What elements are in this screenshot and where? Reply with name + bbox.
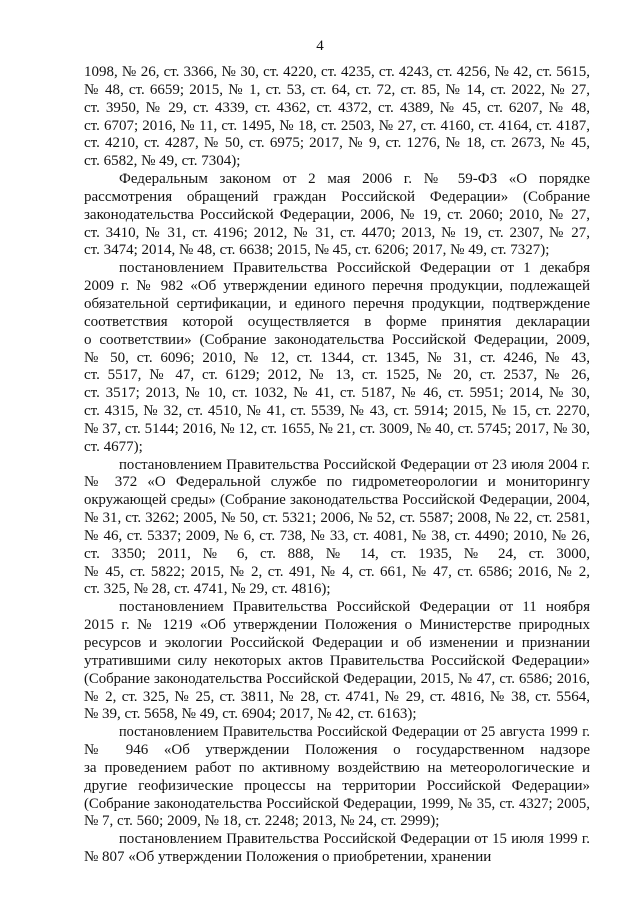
paragraph [84, 724, 590, 831]
text-line: № 50, ст. 6096; 2010, № 12, ст. 1344, ст. 1345, № 31, ст. 4246, № 43, [84, 349, 590, 366]
page-number: 4 [316, 38, 324, 54]
text-line: 1098, № 26, ст. 3366, № 30, ст. 4220, ст. 4235, ст. 4243, ст. 4256, № 42, ст. 5615, [84, 64, 590, 80]
text-line: обязательной сертификации, и единого перечня продукции, подтверждение [84, 295, 590, 312]
paragraph [84, 260, 590, 456]
text-line: законодательства Российской Федерации, 2006, № 19, ст. 2060; 2010, № 27, [84, 206, 590, 223]
text-line: (Собрание законодательства Российской Федерации, 1999, № 35, ст. 4327; 2005, [84, 795, 590, 812]
text-line: № 2, ст. 325, № 25, ст. 3811, № 28, ст. 4741, № 29, ст. 4816, № 38, ст. 5564, [84, 688, 590, 705]
text-line: постановлением Правительства Российской Федерации от 11 ноября [119, 599, 590, 616]
text-line: № 48, ст. 6659; 2015, № 1, ст. 53, ст. 64, ст. 72, ст. 85, № 14, ст. 2022, № 27, [84, 81, 590, 98]
text-line: постановлением Правительства Российской Федерации от 1 декабря [119, 260, 590, 277]
text-line: за проведением работ по активному воздействию на метеорологические и [84, 759, 590, 776]
paragraph [84, 64, 590, 171]
text-line: ст. 3517; 2013, № 10, ст. 1032, № 41, ст. 5187, № 46, ст. 5951; 2014, № 30, [84, 385, 590, 402]
text-line: ст. 6707; 2016, № 11, ст. 1495, № 18, ст. 2503, № 27, ст. 4160, ст. 4164, ст. 4187, [84, 117, 590, 134]
paragraph [84, 599, 590, 724]
text-line: Федеральным законом от 2 мая 2006 г. № 59-ФЗ «О порядке [119, 171, 590, 188]
text-line: № 807 «Об утверждении Положения о приобретении, хранении [84, 849, 492, 866]
text-line: о соответствии» (Собрание законодательства Российской Федерации, 2009, [84, 331, 590, 348]
text-line: ст. 325, № 28, ст. 4741, № 29, ст. 4816); [84, 581, 331, 598]
text-line: ст. 4210, ст. 4287, № 50, ст. 6975; 2017, № 9, ст. 1276, № 18, ст. 2673, № 45, [84, 135, 590, 152]
text-line: № 946 «Об утверждении Положения о государственном надзоре [84, 742, 590, 759]
text-line: ст. 5517, № 47, ст. 6129; 2012, № 13, ст. 1525, № 20, ст. 2537, № 26, [84, 367, 590, 384]
text-line: № 7, ст. 560; 2009, № 18, ст. 2248; 2013, № 24, ст. 2999); [84, 813, 440, 830]
text-line: постановлением Правительства Российской Федерации от 23 июля 2004 г. [119, 456, 590, 473]
text-line: ст. 3950, № 29, ст. 4339, ст. 4362, ст. 4372, ст. 4389, № 45, ст. 6207, № 48, [84, 99, 590, 116]
text-line: ст. 3350; 2011, № 6, ст. 888, № 14, ст. 1935, № 24, ст. 3000, [84, 545, 590, 562]
text-line: 2009 г. № 982 «Об утверждении единого перечня продукции, подлежащей [84, 278, 590, 295]
text-line: ресурсов и экологии Российской Федерации и об изменении и признании [84, 635, 590, 651]
text-line: окружающей среды» (Собрание законодательства Российской Федерации, 2004, [84, 492, 590, 509]
text-line: постановлением Правительства Российской Федерации от 15 июля 1999 г. [119, 831, 590, 848]
text-line: рассмотрения обращений граждан Российской Федерации» (Собрание [84, 188, 590, 205]
text-line: № 31, ст. 3262; 2005, № 50, ст. 5321; 2006, № 52, ст. 5587; 2008, № 22, ст. 2581, [84, 510, 590, 527]
document-body [84, 64, 590, 867]
text-line: (Собрание законодательства Российской Федерации, 2015, № 47, ст. 6586; 2016, [84, 670, 590, 687]
paragraph [84, 457, 590, 600]
text-line: постановлением Правительства Российской Федерации от 25 августа 1999 г. [119, 724, 590, 741]
text-line: ст. 3474; 2014, № 48, ст. 6638; 2015, № 45, ст. 6206; 2017, № 49, ст. 7327); [84, 242, 550, 259]
text-line: № 46, ст. 5337; 2009, № 6, ст. 738, № 33, ст. 4081, № 38, ст. 4490; 2010, № 26, [84, 527, 590, 544]
text-line: ст. 4315, № 32, ст. 4510, № 41, ст. 5539, № 43, ст. 5914; 2015, № 15, ст. 2270, [84, 403, 590, 420]
text-line: 2015 г. № 1219 «Об утверждении Положения о Министерстве природных [84, 617, 590, 634]
text-line: № 45, ст. 5822; 2015, № 2, ст. 491, № 4, ст. 661, № 47, ст. 6586; 2016, № 2, [84, 563, 590, 580]
text-line: № 37, ст. 5144; 2016, № 12, ст. 1655, № 21, ст. 3009, № 40, ст. 5745; 2017, № 30, [84, 420, 590, 437]
text-line: ст. 6582, № 49, ст. 7304); [84, 153, 241, 170]
text-line: № 39, ст. 5658, № 49, ст. 6904; 2017, № 42, ст. 6163); [84, 706, 417, 723]
text-line: № 372 «О Федеральной службе по гидрометеорологии и мониторингу [84, 474, 590, 491]
paragraph [84, 171, 590, 260]
paragraph [84, 831, 590, 867]
text-line: другие геофизические процессы на территории Российской Федерации» [84, 777, 590, 794]
text-line: соответствия которой осуществляется в форме принятия декларации [84, 313, 590, 330]
text-line: утратившими силу некоторых актов Правительства Российской Федерации» [84, 652, 590, 669]
text-line: ст. 4677); [84, 438, 143, 455]
text-line: ст. 3410, № 31, ст. 4196; 2012, № 31, ст. 4470; 2013, № 19, ст. 2307, № 27, [84, 224, 590, 241]
